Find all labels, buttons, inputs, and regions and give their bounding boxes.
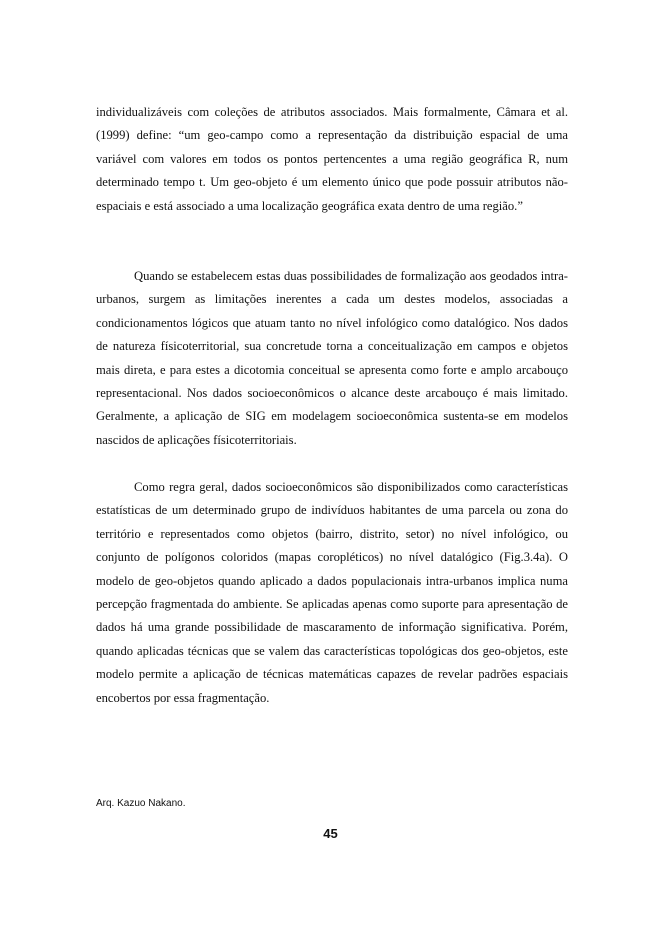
author-footer: Arq. Kazuo Nakano. (96, 798, 186, 809)
body-paragraph-3: Como regra geral, dados socioeconômicos são disponibilizados como características estatísticas de um determinado grupo de indivíduos habitantes de uma parcela ou zona do território e representados como objetos (bairro, distrito, setor) no nível infológico, ou conjunto de polígonos coloridos (mapas coropléticos) no nível datalógico (Fig.3.4a). O modelo de geo-objetos quando aplicado a dados populacionais intra-urbanos implica numa percepção fragmentada do ambiente. Se aplicadas apenas como suporte para apresentação de dados há uma grande possibilidade de mascaramento de informação significativa. Porém, quando aplicadas técnicas que se valem das características topológicas dos geo-objetos, este modelo permite a aplicação de técnicas matemáticas capazes de revelar padrões espaciais encobertos por essa fragmentação. (96, 480, 568, 705)
page-number: 45 (323, 826, 338, 841)
body-paragraph-1: individualizáveis com coleções de atributos associados. Mais formalmente, Câmara et al.(1999) define: “um geo-campo como a representação da distribuição espacial de uma variável com valores em todos os pontos pertencentes a uma região geográfica R, num determinado tempo t. Um geo-objeto é um elemento único que pode possuir atributos não-espaciais e está associado a uma localização geográfica exata dentro de uma região.” (96, 105, 568, 213)
body-paragraph-2: Quando se estabelecem estas duas possibilidades de formalização aos geodados intra-urbanos, surgem as limitações inerentes a cada um destes modelos, associadas a condicionamentos lógicos que atuam tanto no nível infológico como datalógico. Nos dados de natureza físicoterritorial, sua concretude torna a conceitualização em campos e objetos mais direta, e para estes a dicotomia conceitual se apresenta como forte e amplo arcabouço representacional. Nos dados socioeconômicos o alcance deste arcabouço é mais limitado. Geralmente, a aplicação de SIG em modelagem socioeconômica sustenta-se em modelos nascidos de aplicações físicoterritoriais. (96, 269, 568, 447)
